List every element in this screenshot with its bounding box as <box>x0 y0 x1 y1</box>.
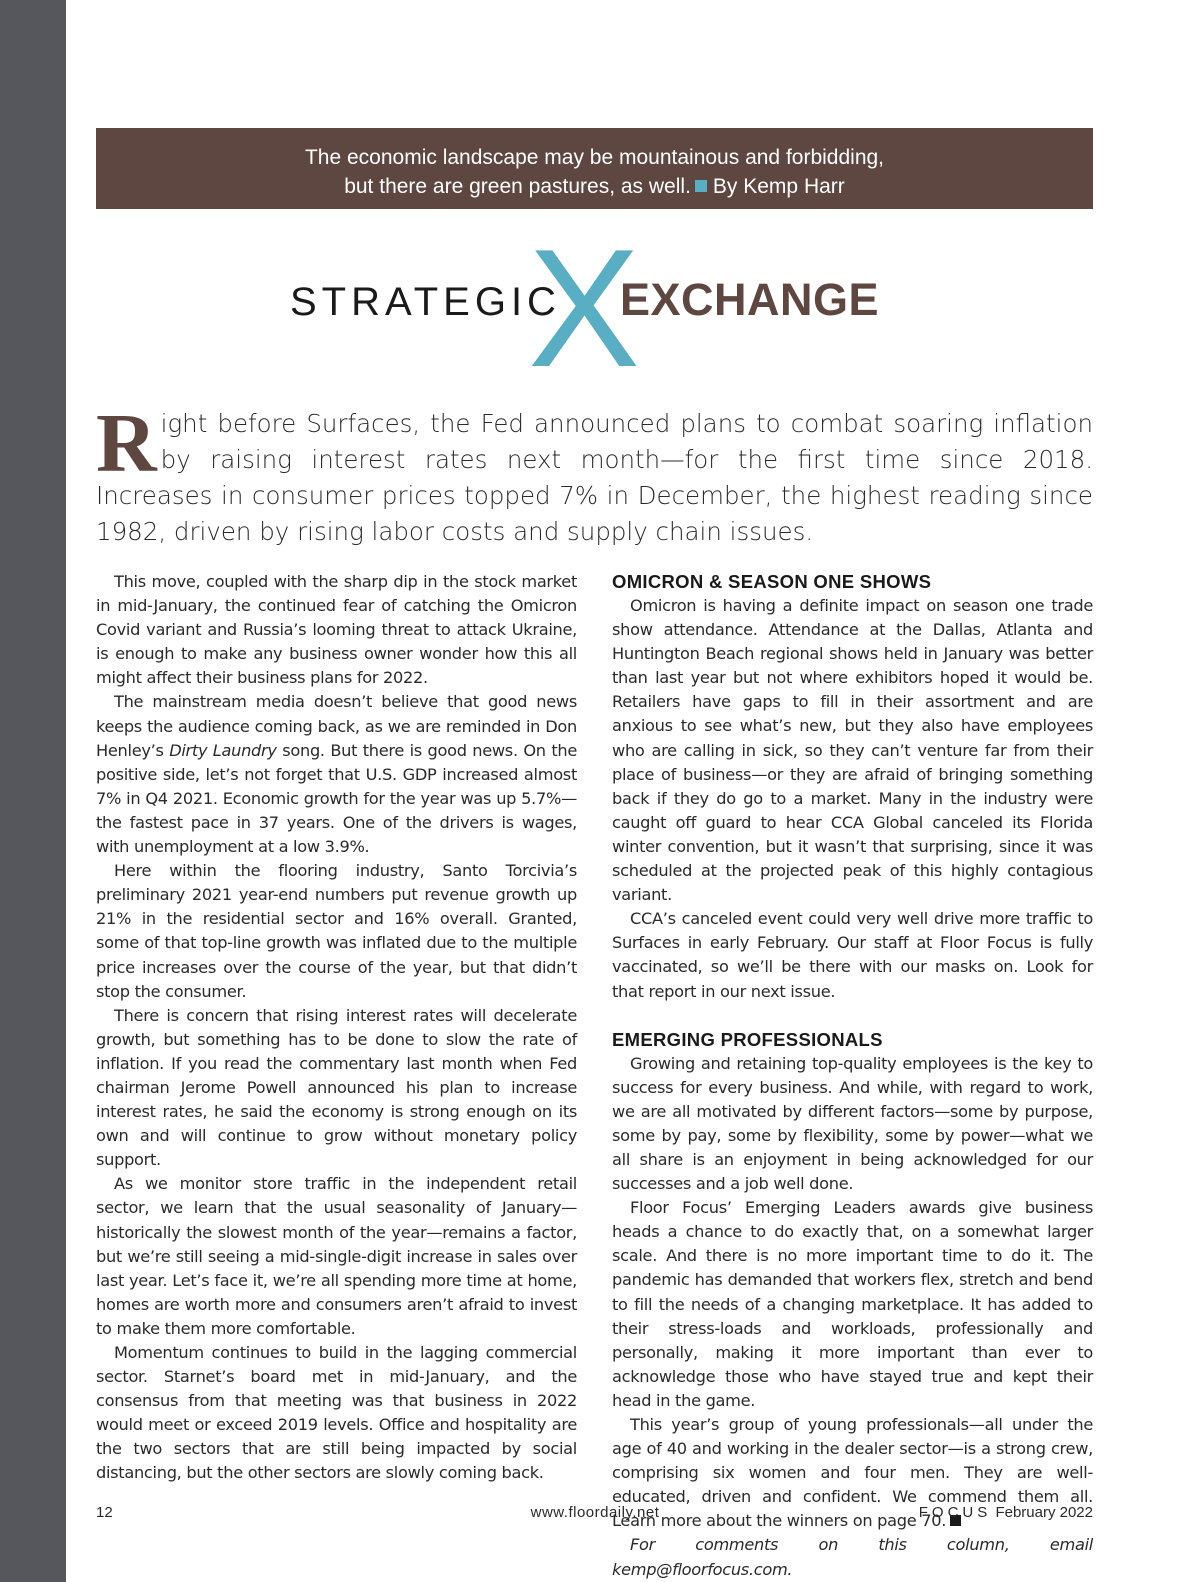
square-bullet-icon <box>695 180 707 192</box>
body-paragraph: CCA’s canceled event could very well drive more traffic to Surfaces in early February. Our staff at Floor Focus is fully vaccinated, so we’ll be there with our masks on. Look for that report in our next issue. <box>612 909 1093 1001</box>
section-heading-omicron: OMICRON & SEASON ONE SHOWS <box>612 571 932 592</box>
comment-line: For comments on this column, email kemp@floorfocus.com. <box>612 1535 1093 1579</box>
article-deck <box>96 128 1093 209</box>
deck-byline: By Kemp Harr <box>712 175 845 198</box>
body-paragraph: There is concern that rising interest rates will decelerate growth, but something has to be done to slow the rate of inflation. If you read the commentary last month when Fed chairman Jerome Powell announced his plan to increase interest rates, he said the economy is strong enough on its own and will continue to grow without monetary policy support. <box>96 1005 577 1170</box>
body-paragraph: This move, coupled with the sharp dip in the stock market in mid-January, the continued fear of catching the Omicron Covid variant and Russia’s looming threat to attack Ukraine, is enough to make any business owner wonder how this all might affect their business plans for 2022. <box>96 572 577 688</box>
logo-word-exchange: EXCHANGE <box>620 274 880 325</box>
lead-paragraph <box>96 397 1093 550</box>
footer-url: www.floordaily.net <box>530 1504 660 1521</box>
column-logo <box>290 214 910 402</box>
logo-x-mark: X <box>528 214 641 402</box>
section-heading-emerging-professionals: EMERGING PROFESSIONALS <box>612 1028 883 1050</box>
song-title: Dirty Laundry <box>169 740 277 760</box>
body-paragraph: As we monitor store traffic in the independent retail sector, we learn that the usual seasonality of January—historically the slowest month of the year—remains a factor, but we’re still seeing a mid-single-digit increase in sales over last year. Let’s face it, we’re all spending more time at home, homes are worth more and consumers aren’t afraid to invest to make them more comfortable. <box>96 1174 577 1338</box>
body-column-right <box>612 570 1093 1582</box>
body-column-left <box>96 570 577 1486</box>
body-text: song. But there is good news. On the positive side, let’s not forget that U.S. GDP increased almost 7% in Q4 2021. Economic growth for the year was up 5.7%—the fastest pace in 37 years. One of the drivers is wages, with unemployment at a low 3.9%. <box>96 740 577 857</box>
body-paragraph: Growing and retaining top-quality employees is the key to success for every business. And while, with regard to work, we are all motivated by different factors—some by purpose, some by pay, some by flexibility, some by power—what we all share is an enjoyment in being acknowledged for our successes and a job well done. <box>612 1053 1093 1194</box>
deck-line-2: but there are green pastures, as well. <box>344 175 691 198</box>
page-edge-bar <box>0 0 66 1582</box>
body-paragraph <box>96 690 577 859</box>
body-paragraph: Floor Focus’ Emerging Leaders awards give business heads a chance to do exactly that, on a somewhat larger scale. And there is no more important time to do it. The pandemic has demanded that workers flex, stretch and bend to fill the needs of a changing marketplace. It has added to their stress-loads and workloads, professionally and personally, making it more important than ever to acknowledge those who have stayed true and kept their head in the game. <box>612 1198 1093 1410</box>
body-text: This year’s group of young professionals—all under the age of 40 and working in the dealer sector—is a strong crew, comprising six women and four men. They are well-educated, driven and confident. We commend them all. Learn more about the winners on page 70. <box>612 1415 1093 1531</box>
footer-issue <box>919 1504 1093 1521</box>
body-paragraph: Omicron is having a definite impact on season one trade show attendance. Attendance at the Dallas, Atlanta and Huntington Beach regional shows held in January was better than last year but not where exhibitors hoped it would be. Retailers have gaps to fill in their assortment and are anxious to see what’s new, but they also have employees who are calling in sick, so they can’t venture far from their place of business—or they are afraid of bringing something back if they do go to a market. Many in the industry were caught off guard to hear CCA Global canceled its Florida winter convention, but it wasn’t that surprising, since it was scheduled at the projected peak of this highly contagious variant. <box>612 596 1093 905</box>
lead-text: ight before Surfaces, the Fed announced plans to combat soaring inflation by raising interest rates next month—for the first time since 2018. Increases in consumer prices topped 7% in December, the highest reading since 1982, driven by rising labor costs and supply chain issues. <box>96 409 1093 546</box>
deck-line-1: The economic landscape may be mountainous and forbidding, <box>304 146 885 169</box>
logo-word-strategic: STRATEGIC <box>290 280 561 324</box>
body-paragraph: Momentum continues to build in the lagging commercial sector. Starnet’s board met in mid-January, and the consensus from that meeting was that business in 2022 would meet or exceed 2019 levels. Office and hospitality are the two sectors that are still being impacted by social distancing, but the other sectors are slowly coming back. <box>96 1343 577 1483</box>
issue-date: February 2022 <box>995 1504 1093 1521</box>
drop-cap: R <box>96 397 157 490</box>
body-paragraph: Here within the flooring industry, Santo Torcivia’s preliminary 2021 year-end numbers put revenue growth up 21% in the residential sector and 16% overall. Granted, some of that top-line growth was inflated due to the multiple price increases over the course of the year, but that didn’t stop the consumer. <box>96 861 577 1001</box>
magazine-name: FOCUS <box>918 1504 992 1521</box>
page-number: 12 <box>96 1504 113 1521</box>
body-text: The mainstream media doesn’t believe that good news keeps the audience coming back, as we are reminded in Don Henley’s <box>96 692 577 760</box>
